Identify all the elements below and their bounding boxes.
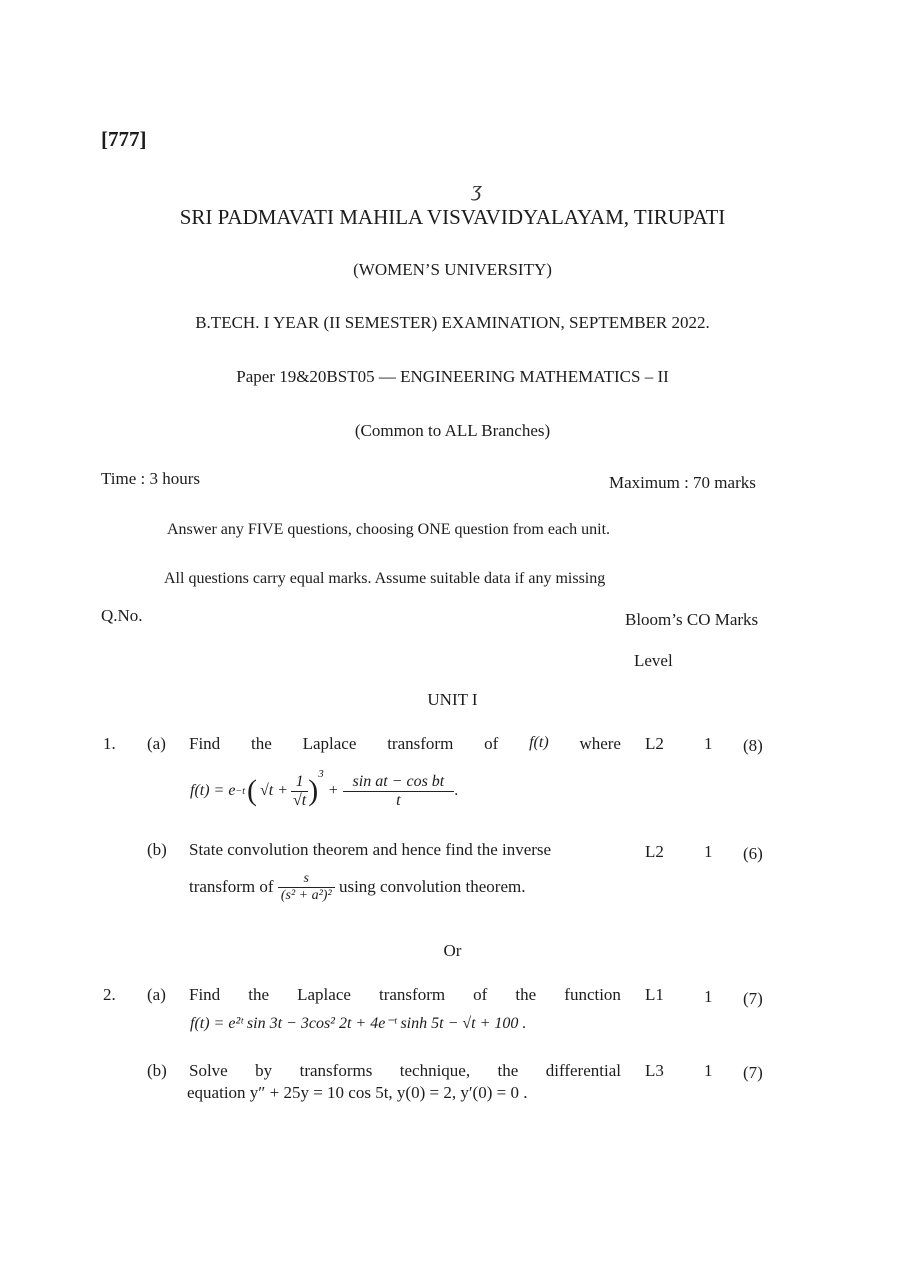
marks-value: (8)	[743, 736, 763, 755]
bloom-co-marks-header: Bloom’s CO Marks	[625, 610, 759, 629]
marks-value: (6)	[743, 844, 763, 863]
unit-title: UNIT I	[427, 690, 478, 709]
bloom-level: L3	[645, 1061, 664, 1080]
power-exponent: 3	[318, 768, 324, 780]
transform-of-text: transform of	[189, 877, 274, 896]
s-over-s2a2-fraction	[278, 871, 335, 904]
plus-sign: +	[327, 782, 339, 799]
part-label: (a)	[147, 985, 166, 1004]
bloom-level: L2	[645, 734, 664, 753]
period: .	[454, 782, 459, 799]
word: technique,	[399, 1061, 471, 1080]
word: the	[515, 985, 537, 1004]
fraction-numerator: 1	[291, 773, 308, 792]
word: by	[255, 1061, 273, 1080]
question-2a-line1	[189, 985, 621, 1005]
word: function	[564, 985, 621, 1004]
paper-code: [777]	[101, 127, 147, 151]
instruction-1: Answer any FIVE questions, choosing ONE question from each unit.	[167, 521, 611, 538]
formula-1a	[190, 766, 458, 816]
formula-exponent: −t	[235, 785, 245, 797]
word: transforms	[299, 1061, 373, 1080]
word: Find	[189, 734, 221, 753]
fraction-numerator: sin at − cos bt	[343, 773, 455, 792]
fraction-denominator: t	[396, 791, 401, 809]
or-separator: Or	[443, 941, 462, 960]
sin-cos-fraction	[343, 773, 455, 810]
time-allowed: Time : 3 hours	[101, 469, 201, 488]
co-value: 1	[704, 1061, 713, 1080]
word: Laplace	[302, 734, 357, 753]
word: the	[248, 985, 270, 1004]
fraction-denominator: √t	[293, 791, 307, 809]
question-1b-line1: State convolution theorem and hence find the inverse	[189, 840, 552, 859]
sqrt-t-term: √t +	[259, 782, 289, 799]
instruction-2: All questions carry equal marks. Assume suitable data if any missing	[164, 570, 606, 587]
maximum-marks: Maximum : 70 marks	[609, 473, 756, 492]
using-convolution-text: using convolution theorem.	[338, 877, 526, 896]
formula-lhs: f(t) = e	[190, 782, 236, 799]
university-subtitle: (WOMEN’S UNIVERSITY)	[353, 260, 552, 279]
question-1a-line	[189, 734, 621, 754]
question-2b-line1	[189, 1061, 621, 1081]
question-number: 2.	[103, 985, 116, 1004]
co-value: 1	[704, 842, 713, 861]
word: the	[497, 1061, 519, 1080]
question-number: 1.	[103, 734, 116, 753]
marks-value: (7)	[743, 989, 763, 1008]
question-2b-line2: equation y″ + 25y = 10 cos 5t, y(0) = 2, y′(0) = 0 .	[187, 1083, 528, 1102]
qno-header: Q.No.	[101, 606, 143, 625]
word: the	[251, 734, 272, 753]
right-paren: )	[308, 774, 319, 807]
one-over-sqrt-t	[291, 773, 308, 810]
university-name: SRI PADMAVATI MAHILA VISVAVIDYALAYAM, TIRUPATI	[179, 205, 726, 229]
word: Laplace	[297, 985, 351, 1004]
word: transform	[387, 734, 454, 753]
left-paren: (	[246, 774, 257, 807]
formula-2a: f(t) = e²ᵗ sin 3t − 3cos² 2t + 4e⁻ᵗ sinh 5t − √t + 100 .	[190, 1015, 527, 1032]
paper-title: Paper 19&20BST05 — ENGINEERING MATHEMATICS – II	[236, 367, 669, 386]
bloom-level: L2	[645, 842, 664, 861]
pen-mark: ʒ	[472, 176, 482, 201]
marks-value: (7)	[743, 1063, 763, 1082]
co-value: 1	[704, 987, 713, 1006]
word: differential	[545, 1061, 621, 1080]
part-label: (a)	[147, 734, 166, 753]
word: Solve	[189, 1061, 228, 1080]
part-label: (b)	[147, 840, 167, 859]
question-1b-line2	[189, 862, 525, 912]
co-value: 1	[704, 734, 713, 753]
word: of	[484, 734, 499, 753]
part-label: (b)	[147, 1061, 167, 1080]
fraction-denominator: (s² + a²)²	[280, 887, 332, 903]
word: of	[473, 985, 488, 1004]
common-note: (Common to ALL Branches)	[354, 421, 551, 440]
word: where	[579, 734, 621, 753]
word: transform	[379, 985, 446, 1004]
exam-title: B.TECH. I YEAR (II SEMESTER) EXAMINATION, SEPTEMBER 2022.	[195, 313, 710, 332]
fraction-numerator: s	[278, 871, 335, 888]
bloom-level: L1	[645, 985, 664, 1004]
function-ft: f(t)	[529, 734, 549, 751]
word: Find	[189, 985, 221, 1004]
level-header: Level	[634, 651, 673, 670]
